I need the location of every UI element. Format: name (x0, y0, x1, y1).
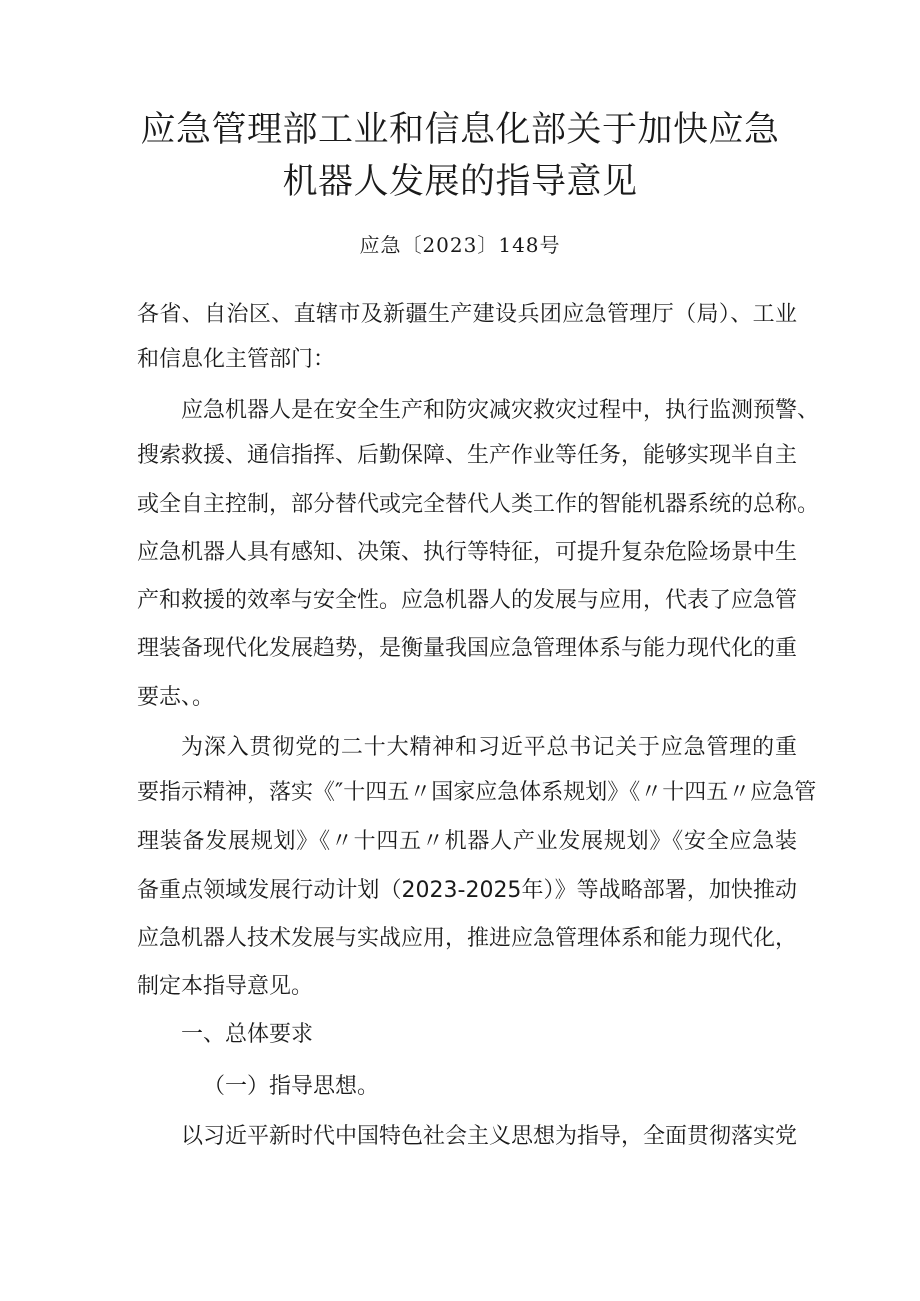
section-heading: 一、总体要求 (181, 1022, 314, 1047)
document-title-line-1: 应急管理部工业和信息化部关于加快应急 (140, 110, 780, 150)
document-number: 应急〔2023〕148号 (359, 233, 561, 257)
subsection-heading: （一）指导思想。 (203, 1074, 380, 1099)
addressee-line-1: 各省、自治区、直辖市及新疆生产建设兵团应急管理厅（局）、工业 (137, 302, 797, 327)
paragraph-line: 或全自主控制，部分替代或完全替代人类工作的智能机器系统的总称。 (137, 492, 820, 517)
paragraph-line: 搜索救援、通信指挥、后勤保障、生产作业等任务，能够实现半自主 (137, 443, 798, 468)
paragraph-line: 制定本指导意见。 (137, 974, 314, 999)
paragraph-line: 应急机器人技术发展与实战应用，推进应急管理体系和能力现代化， (137, 926, 798, 951)
paragraph-line: 备重点领域发展行动计划（2023-2025年）》等战略部署，加快推动 (137, 878, 797, 903)
paragraph-line: 要志、。 (137, 685, 215, 710)
paragraph-line: 为深入贯彻党的二十大精神和习近平总书记关于应急管理的重 (181, 735, 797, 760)
paragraph-line: 产和救援的效率与安全性。应急机器人的发展与应用，代表了应急管 (137, 588, 798, 613)
paragraph-line: 应急机器人是在安全生产和防灾减灾救灾过程中，执行监测预警、 (181, 398, 820, 423)
paragraph-line: 理装备发展规划》《〃十四五〃机器人产业发展规划》《安全应急装 (137, 829, 797, 854)
paragraph-line: 应急机器人具有感知、决策、执行等特征，可提升复杂危险场景中生 (137, 540, 798, 565)
document-title-line-2: 机器人发展的指导意见 (282, 162, 638, 202)
paragraph-line: 以习近平新时代中国特色社会主义思想为指导，全面贯彻落实党 (181, 1124, 798, 1149)
paragraph-line: 理装备现代化发展趋势，是衡量我国应急管理体系与能力现代化的重 (137, 636, 798, 661)
paragraph-line: 要指示精神，落实《″十四五〃国家应急体系规划》《〃十四五〃应急管 (137, 780, 817, 805)
addressee-line-2: 和信息化主管部门： (137, 347, 336, 372)
